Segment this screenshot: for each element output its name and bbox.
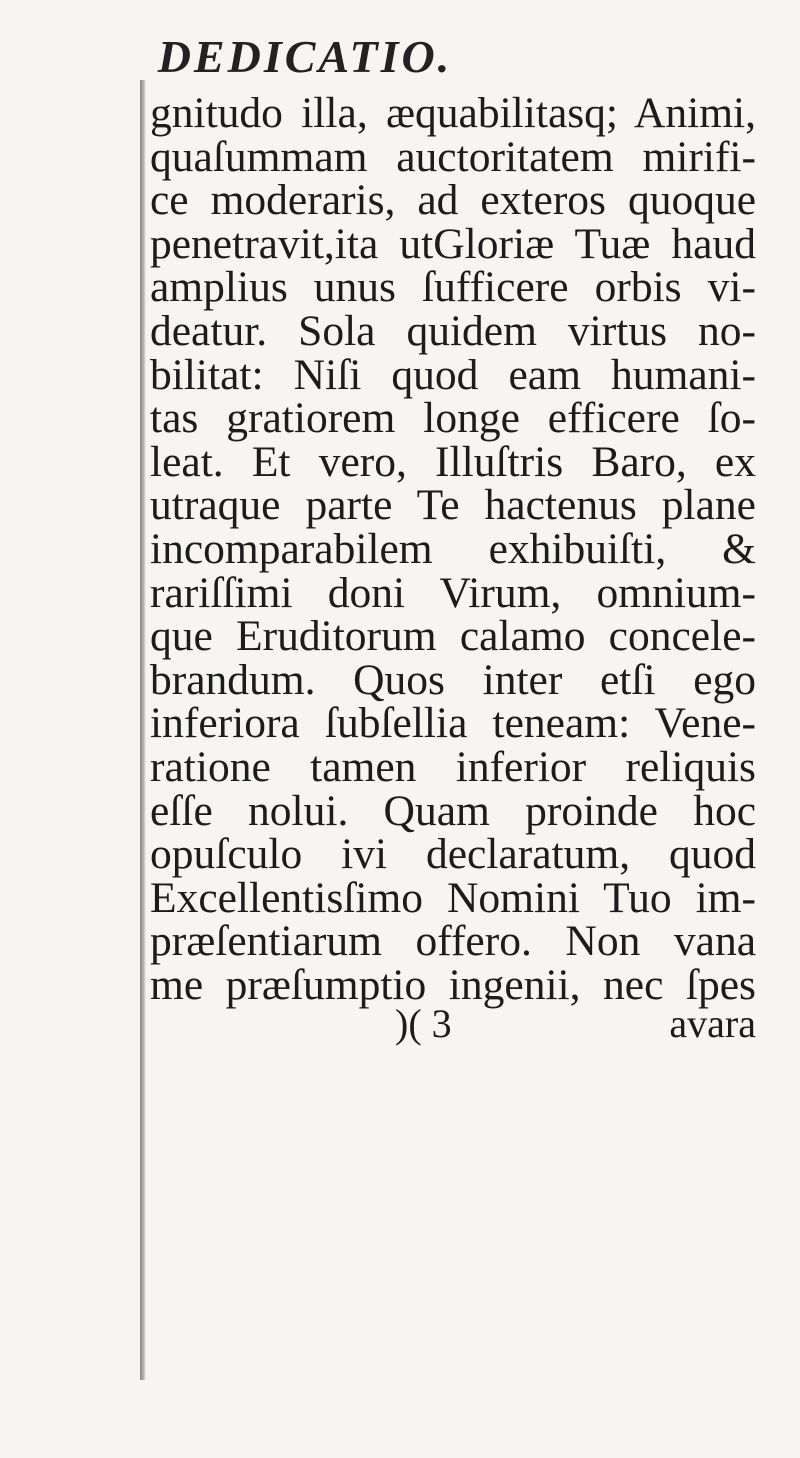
text-line: que Eruditorum calamo concele- <box>150 612 756 661</box>
catchword: avara <box>669 1001 756 1046</box>
text-line: tas gratiorem longe efficere ſo- <box>150 394 756 443</box>
text-line: utraque parte Te hactenus plane <box>150 481 756 530</box>
text-line: præſentiarum offero. Non vana <box>150 917 756 966</box>
text-line: inferiora ſubſellia teneam: Vene- <box>150 699 756 748</box>
text-line: penetravit,ita utGloriæ Tuæ haud <box>150 219 756 268</box>
text-line: ratione tamen inferior reliquis <box>150 742 756 791</box>
text-line: leat. Et vero, Illuſtris Baro, ex <box>150 437 756 486</box>
binding-edge <box>140 80 146 1380</box>
body-text <box>150 89 756 1009</box>
text-line: me præſumptio ingenii, nec ſpes <box>150 960 756 1009</box>
text-line: gnitudo illa, æquabilitasq; Animi, <box>150 89 756 137</box>
text-line: ce moderaris, ad exteros quoque <box>150 176 756 225</box>
signature-mark: )( 3 <box>395 1001 452 1046</box>
page-footer <box>150 1000 756 1044</box>
text-line: deatur. Sola quidem virtus no- <box>150 306 756 355</box>
text-line: incomparabilem exhibuiſti, & <box>150 524 756 573</box>
text-line: Excellentisſimo Nomini Tuo im- <box>150 873 756 922</box>
text-line: amplius unus ſufficere orbis vi- <box>150 263 756 312</box>
text-line: eſſe nolui. Quam proinde hoc <box>150 786 756 835</box>
text-line: brandum. Quos inter etſi ego <box>150 655 756 704</box>
text-line: opuſculo ivi declaratum, quod <box>150 830 756 879</box>
text-line: quaſummam auctoritatem mirifi- <box>150 132 756 181</box>
text-line: bilitat: Niſi quod eam humani- <box>150 350 756 399</box>
text-line: rariſſimi doni Virum, omnium- <box>150 568 756 617</box>
page-header: DEDICATIO. <box>157 31 453 82</box>
